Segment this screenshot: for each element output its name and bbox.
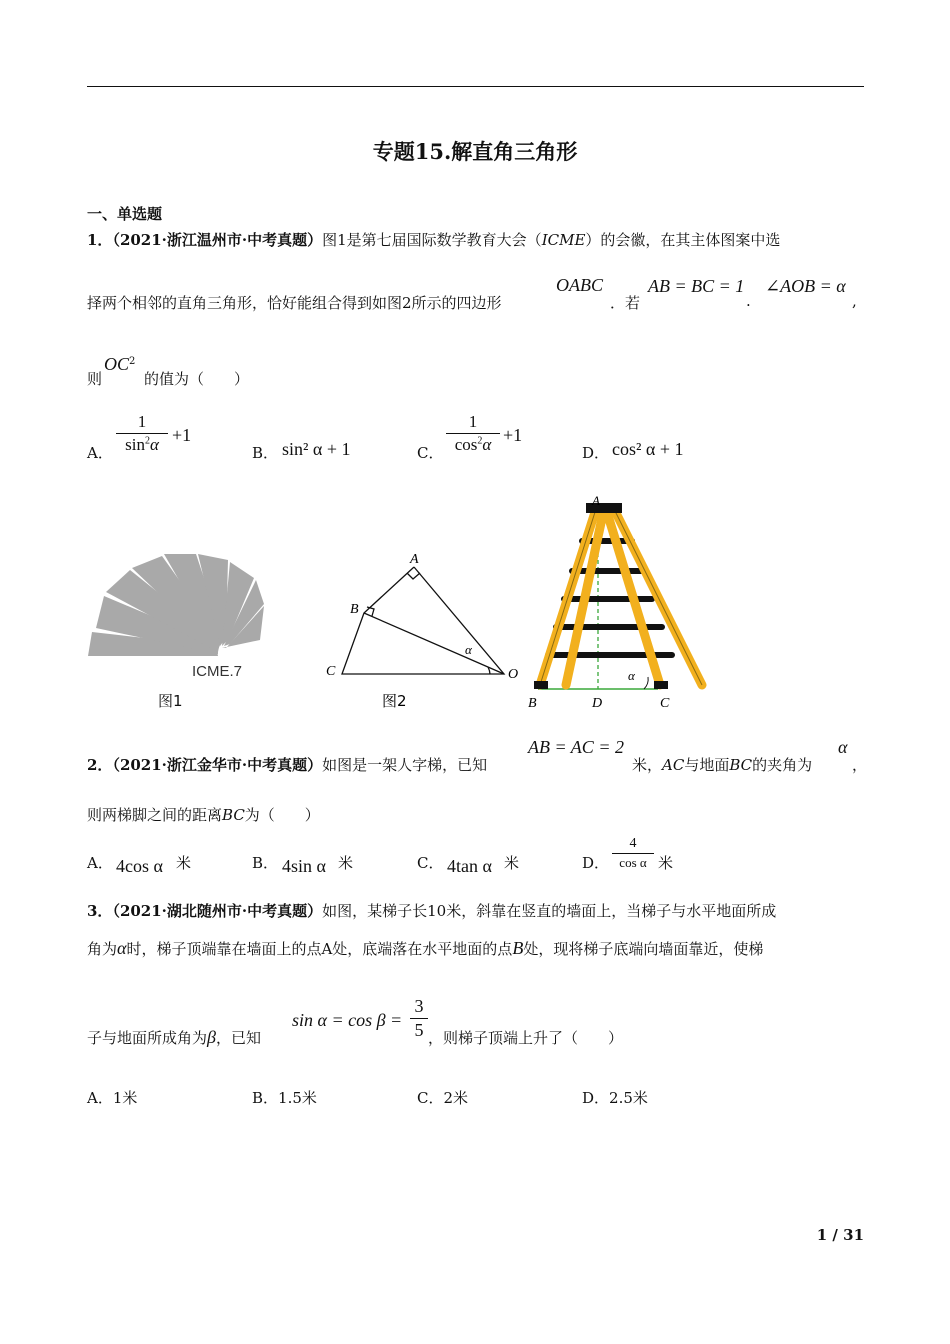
svg-text:B: B [350,602,359,617]
fig1-icme-logo [88,548,268,713]
page-number: 1 / 31 [816,1226,864,1244]
section-heading: 一、单选题 [87,205,163,223]
q2-option-b: 4sin α [282,856,326,876]
icme-logo-text: ICME.7 [192,663,243,680]
fig1-caption: 图1 [158,692,183,710]
q1-option-a-label: A． [87,444,113,462]
svg-text:D: D [592,696,603,711]
q3-line1: 3．（2021·湖北随州市·中考真题）如图，某梯子长10米，斜靠在竖直的墙面上，当梯子与水平地面所成 [87,902,777,920]
svg-text:O: O [508,667,519,682]
page-title: 专题15.解直角三角形 [372,139,578,164]
q1-option-d: cos² α + 1 [612,439,684,459]
q1-ruo: ．若 [610,294,641,312]
q3-cond-fraction: 3 5 [410,996,428,1041]
q1-option-a-fraction: 1 $\sin^2\alpha$ [116,412,168,455]
fig2-caption: 图2 [382,692,407,710]
q2-line2: 则两梯脚之间的距离BC为（ ） [87,806,320,824]
q3-line3b: ，则梯子顶端上升了（ ） [428,1029,624,1047]
ladder-figure [526,493,716,715]
q1-option-b-label: B． [252,444,279,462]
q2-option-d-fraction: 4 cos α [612,836,654,871]
q3-option-d: D．2.5米 [582,1089,648,1107]
q3-line3a: 子与地面所成角为β，已知 [87,1027,261,1047]
q3-option-a: A．1米 [87,1089,138,1107]
q2-option-a: 4cos α [116,856,163,876]
q1-ze: 则 [87,370,103,388]
q1-source: （2021·浙江温州市·中考真题） [112,231,323,249]
q2-line1: 2．（2021·浙江金华市·中考真题）如图是一架人字梯，已知 [87,756,488,774]
q2-cond: AB = AC = 2 [528,737,624,757]
svg-text:B: B [528,696,537,711]
q3-option-b: B．1.5米 [252,1089,317,1107]
svg-text:C: C [660,696,670,711]
q3-option-c: C．2米 [417,1089,469,1107]
fig2-triangles [318,545,533,715]
q1-option-b: sin² α + 1 [282,439,351,459]
q3-number: 3． [87,902,113,920]
q1-option-c-label: C． [417,444,444,462]
q3-source: （2021·湖北随州市·中考真题） [112,902,323,920]
q1-oabc: OABC [556,275,603,295]
icme-fan-shapes [88,554,264,656]
q1-option-c-fraction: 1 $\cos^2\alpha$ [446,412,500,455]
q2-number: 2． [87,756,113,774]
q2-source: （2021·浙江金华市·中考真题） [112,756,323,774]
svg-text:α: α [628,668,635,683]
q1-number: 1． [87,231,113,249]
q1-line2: 择两个相邻的直角三角形，恰好能组合得到如图2所示的四边形 [87,294,502,312]
svg-text:A: A [592,493,600,508]
q1-cond1: AB = BC = 1 [648,276,745,296]
q1-option-d-label: D． [582,444,610,462]
q1-cond2: ∠AOB = α [765,276,846,296]
q1-line1: 1．（2021·浙江温州市·中考真题）图1是第七届国际数学教育大会（ICME）的会徽，在其主体图案中选 [87,231,781,249]
svg-text:C: C [326,664,336,679]
header-rule [87,86,864,87]
q3-cond: sin α = cos β = [292,1010,403,1030]
q3-line2: 角为α时，梯子顶端靠在墙面上的点A处，底端落在水平地面的点B处，现将梯子底端向墙面靠近，使梯 [87,938,764,958]
q1-oc: $OC^2$ [104,354,136,374]
svg-text:A: A [410,552,419,567]
q2-option-c: 4tan α [447,856,492,876]
q1-ask: 的值为（ ） [144,370,250,388]
svg-text:α: α [465,642,472,657]
